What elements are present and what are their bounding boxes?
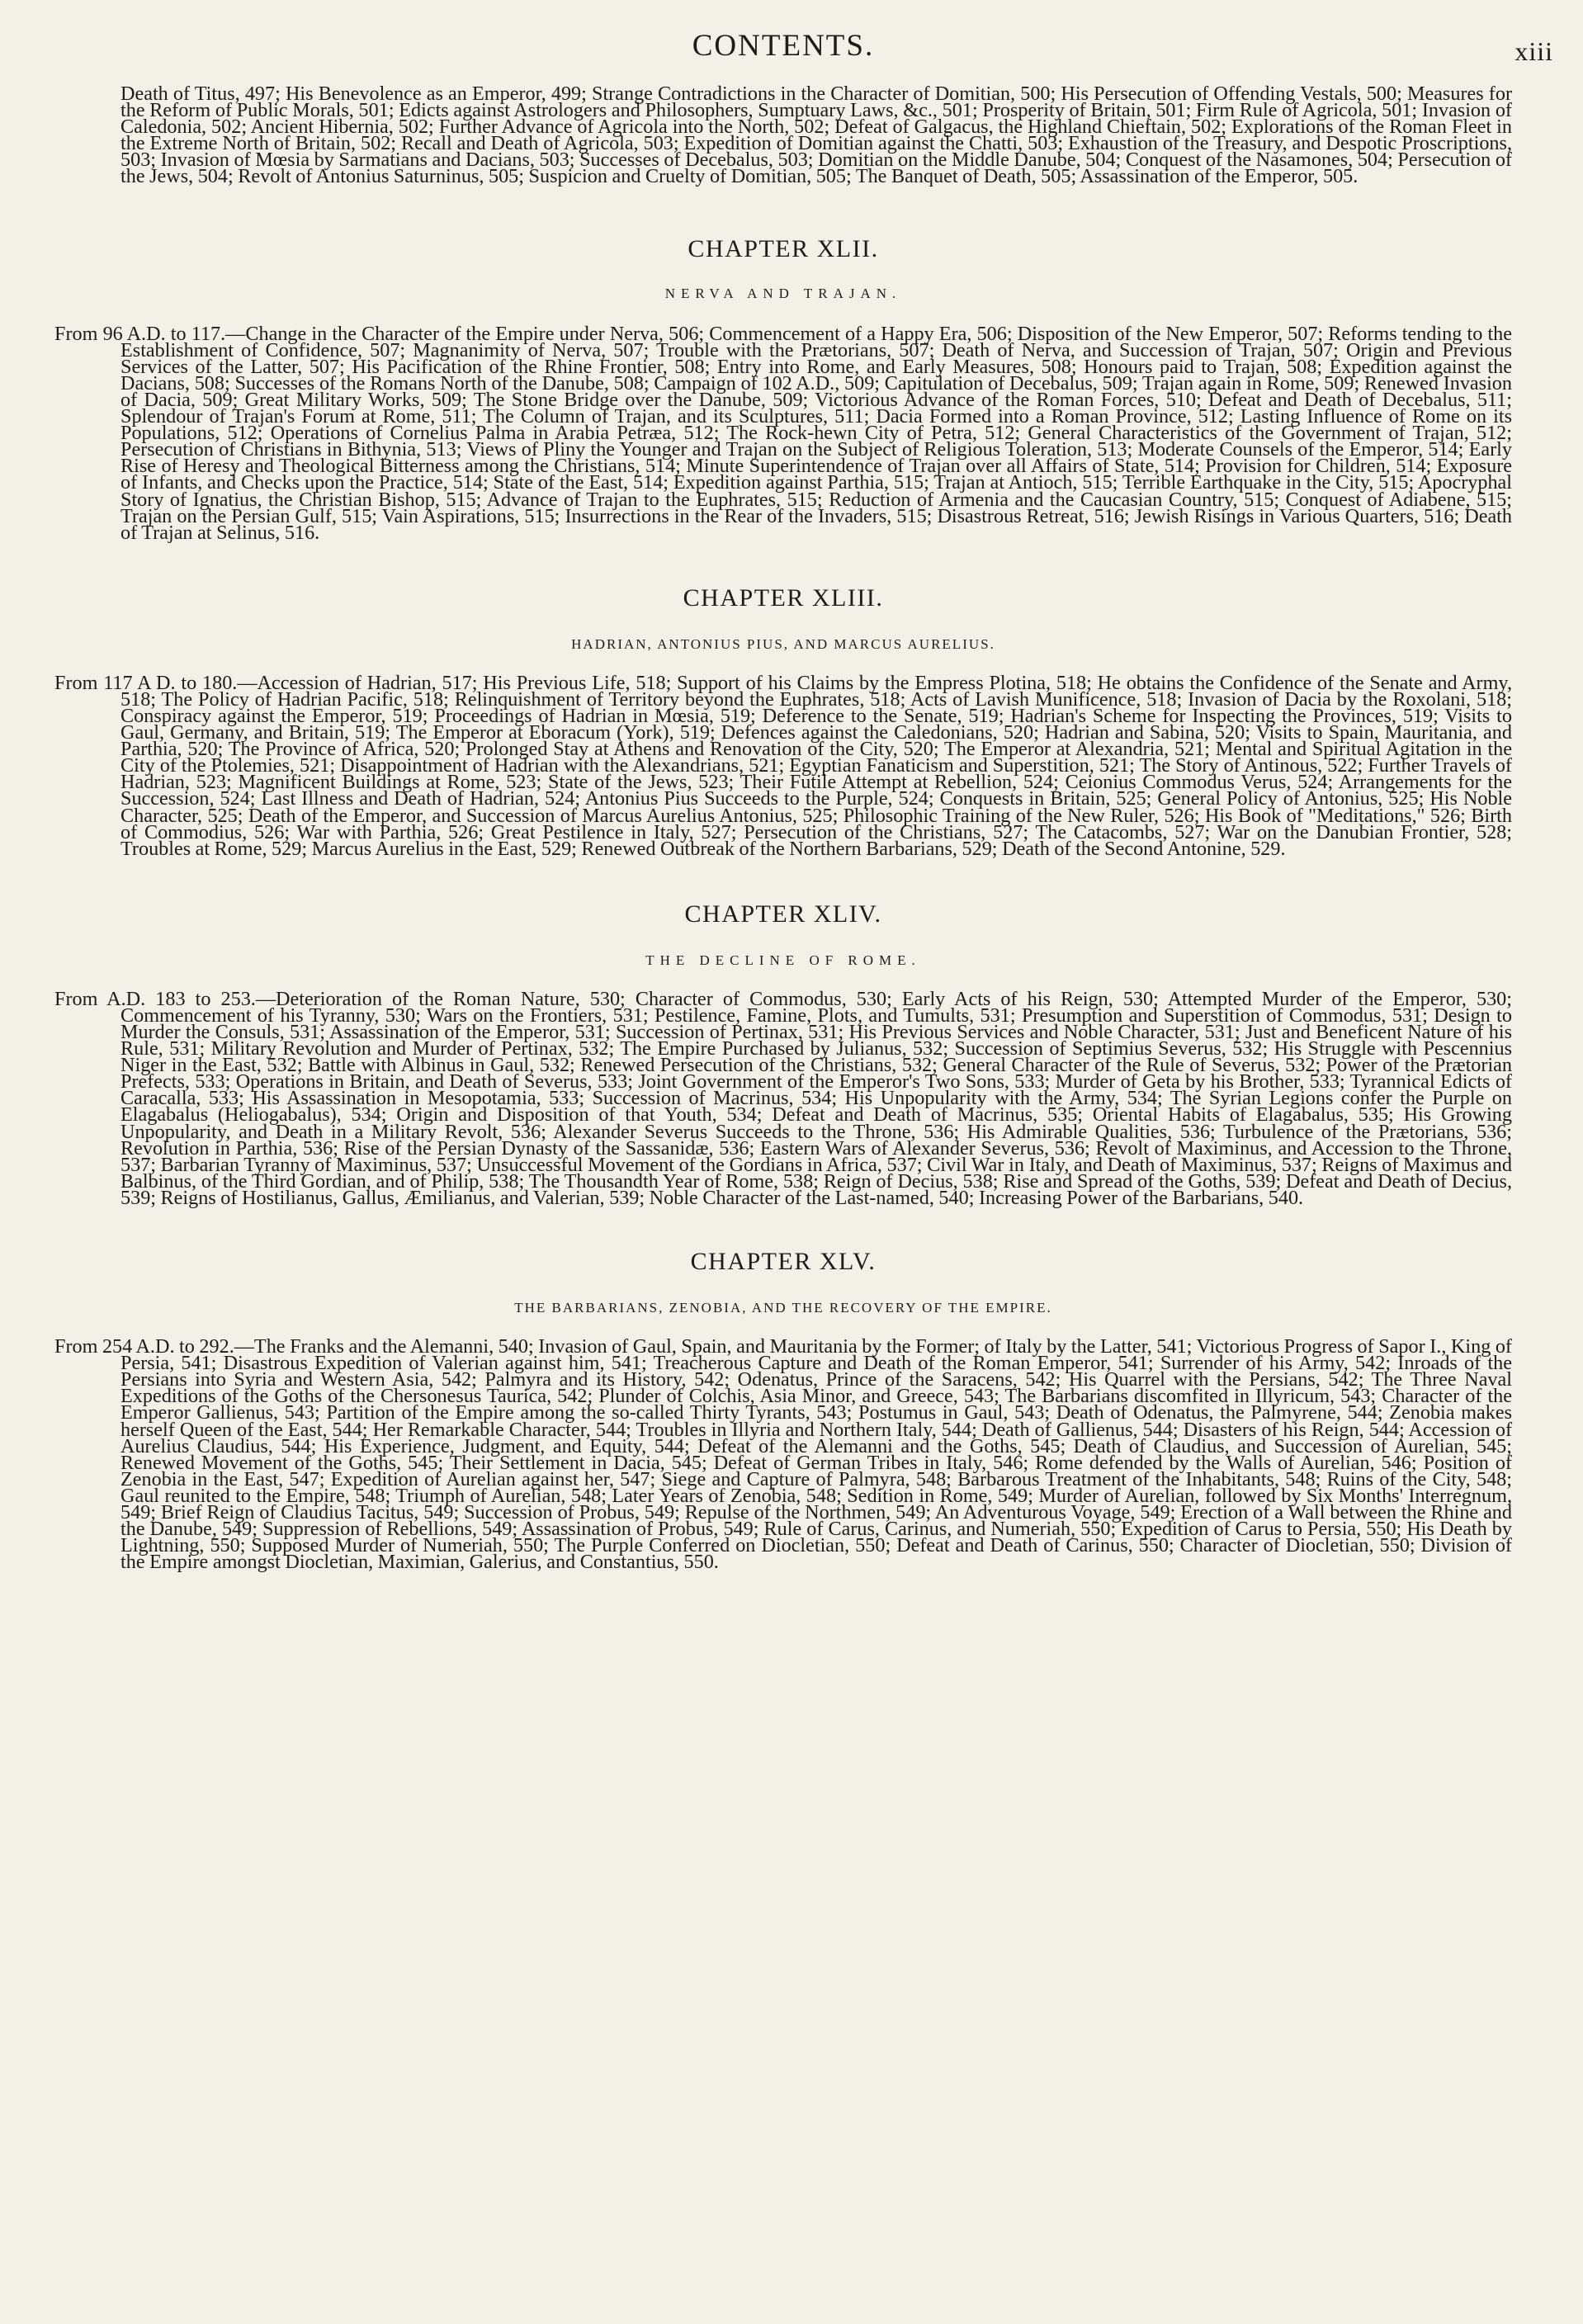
chapter-xliv [54, 900, 1512, 1207]
chapter-summary: From 117 A D. to 180.—Accession of Hadrian, 517; His Previous Life, 518; Support of his Claims by the Empress Plotina, 518; He obtains the Confidence of the Senate and Army, 518; The Policy of Hadrian Pacific, 518; Relinquishment of Territory beyond the Euphrates, 518; Acts of Lavish Munificence, 518; Invasion of Dacia by the Roxolani, 518; Conspiracy against the Emperor, 519; Proceedings of Hadrian in Mœsia, 519; Deference to the Senate, 519; Hadrian's Scheme for Inspecting the Provinces, 519; Visits to Gaul, Germany, and Britain, 519; The Emperor at Eboracum (York), 519; Defences against the Caledonians, 520; Hadrian and Sabina, 520; Visits to Spain, Mauritania, and Parthia, 520; The Province of Africa, 520; Prolonged Stay at Athens and Renovation of the City, 520; The Emperor at Alexandria, 521; Mental and Spiritual Agitation in the City of the Ptolemies, 521; Disappointment of Hadrian with the Alexandrians, 521; Egyptian Fanaticism and Superstition, 521; The Story of Antinous, 522; Further Travels of Hadrian, 523; Magnificent Buildings at Rome, 523; State of the Jews, 523; Their Futile Attempt at Rebellion, 524; Ceionius Commodus Verus, 524; Arrangements for the Succession, 524; Last Illness and Death of Hadrian, 524; Antonius Pius Succeeds to the Purple, 524; Conquests in Britain, 525; General Policy of Antonius, 525; His Noble Character, 525; Death of the Emperor, and Succession of Marcus Aurelius Antonius, 525; Philosophic Training of the New Ruler, 526; His Book of "Meditations," 526; Birth of Commodius, 526; War with Parthia, 526; Great Pestilence in Italy, 527; Persecution of the Christians, 527; The Catacombs, 527; War on the Danubian Frontier, 528; Troubles at Rome, 529; Marcus Aurelius in the East, 529; Renewed Outbreak of the Northern Barbarians, 529; Death of the Second Antonine, 529. [54, 671, 1512, 860]
chapter-heading: CHAPTER XLIV. [684, 900, 882, 928]
continuation-paragraph: Death of Titus, 497; His Benevolence as an Emperor, 499; Strange Contradictions in the Character of Domitian, 500; His Persecution of Offending Vestals, 500; Measures for the Reform of Public Morals, 501; Edicts against Astrologers and Philosophers, Sumptuary Laws, &c., 501; Prosperity of Britain, 501; Firm Rule of Agricola, 501; Invasion of Caledonia, 502; Ancient Hibernia, 502; Further Advance of Agricola into the North, 502; Defeat of Galgacus, the Highland Chieftain, 502; Explorations of the Roman Fleet in the Extreme North of Britain, 502; Recall and Death of Agricola, 503; Expedition of Domitian against the Chatti, 503; Exhaustion of the Treasury, and Despotic Proscriptions, 503; Invasion of Mœsia by Sarmatians and Dacians, 503; Successes of Decebalus, 503; Domitian on the Middle Danube, 504; Conquest of the Nasamones, 504; Persecution of the Jews, 504; Revolt of Antonius Saturninus, 505; Suspicion and Cruelty of Domitian, 505; The Banquet of Death, 505; Assassination of the Emperor, 505. [120, 83, 1512, 188]
chapter-subtitle: NERVA AND TRAJAN. [664, 285, 902, 301]
chapter-xlv [54, 1248, 1512, 1574]
page-number: xiii [1514, 36, 1553, 66]
chapter-xliii [54, 583, 1512, 860]
chapter-subtitle: THE DECLINE OF ROME. [645, 952, 921, 968]
chapter-heading: CHAPTER XLIII. [683, 583, 884, 612]
running-title: CONTENTS. [692, 29, 875, 63]
chapter-subtitle: THE BARBARIANS, ZENOBIA, AND THE RECOVERY OF THE EMPIRE. [514, 1300, 1052, 1316]
chapter-summary: From A.D. 183 to 253.—Deterioration of the Roman Nature, 530; Character of Commodus, 530; Early Acts of his Reign, 530; Attempted Murder of the Emperor, 530; Commencement of his Tyranny, 530; Wars on the Frontiers, 531; Pestilence, Famine, Plots, and Tumults, 531; Presumption and Superstition of Commodus, 531; Design to Murder the Consuls, 531; Assassination of the Emperor, 531; Succession of Pertinax, 531; His Previous Services and Noble Character, 531; Just and Beneficent Nature of his Rule, 531; Military Revolution and Murder of Pertinax, 532; The Empire Purchased by Julianus, 532; Succession of Septimius Severus, 532; His Struggle with Pescennius Niger in the East, 532; Battle with Albinus in Gaul, 532; Renewed Persecution of the Christians, 532; General Character of the Rule of Severus, 532; Power of the Prætorian Prefects, 533; Operations in Britain, and Death of Severus, 533; Joint Government of the Emperor's Two Sons, 533; Murder of Geta by his Brother, 533; Tyrannical Edicts of Caracalla, 533; His Assassination in Mesopotamia, 533; Succession of Macrinus, 534; His Unpopularity with the Army, 534; The Syrian Legions confer the Purple on Elagabalus (Heliogabalus), 534; Origin and Disposition of that Youth, 534; Defeat and Death of Macrinus, 535; Oriental Habits of Elagabalus, 535; His Growing Unpopularity, and Death in a Military Revolt, 536; Alexander Severus Succeeds to the Throne, 536; His Admirable Qualities, 536; Turbulence of the Prætorians, 536; Revolution in Parthia, 536; Rise of the Persian Dynasty of the Sassanidæ, 536; Eastern Wars of Alexander Severus, 536; Revolt of Maximinus, and Accession to the Throne, 537; Barbarian Tyranny of Maximinus, 537; Unsuccessful Movement of the Gordians in Africa, 537; Civil War in Italy, and Death of Maximinus, 537; Reigns of Maximus and Balbinus, of the Third Gordian, and of Philip, 538; The Thousandth Year of Rome, 538; Reign of Decius, 538; Rise and Spread of the Goths, 539; Defeat and Death of Decius, 539; Reigns of Hostilianus, Gallus, Æmilianus, and Valerian, 539; Noble Character of the Last-named, 540; Increasing Power of the Barbarians, 540. [54, 987, 1512, 1209]
chapter-subtitle: HADRIAN, ANTONIUS PIUS, AND MARCUS AURELIUS. [571, 635, 995, 652]
chapter-heading: CHAPTER XLV. [690, 1248, 877, 1276]
chapter-summary: From 254 A.D. to 292.—The Franks and the Alemanni, 540; Invasion of Gaul, Spain, and Mauritania by the Former; of Italy by the Latter, 541; Victorious Progress of Sapor I., King of Persia, 541; Disastrous Expedition of Valerian against him, 541; Treacherous Capture and Death of the Roman Emperor, 541; Surrender of his Army, 542; Inroads of the Persians into Syria and Western Asia, 542; Palmyra and its History, 542; Odenatus, Prince of the Saracens, 542; His Quarrel with the Persians, 542; The Three Naval Expeditions of the Goths of the Chersonesus Taurica, 542; Plunder of Colchis, Asia Minor, and Greece, 543; The Barbarians discomfited in Illyricum, 543; Character of the Emperor Gallienus, 543; Partition of the Empire among the so-called Thirty Tyrants, 543; Postumus in Gaul, 543; Death of Odenatus, the Palmyrene, 544; Zenobia makes herself Queen of the East, 544; Her Remarkable Character, 544; Troubles in Illyria and Northern Italy, 544; Death of Gallienus, 544; Disasters of his Reign, 544; Accession of Aurelius Claudius, 544; His Experience, Judgment, and Equity, 544; Defeat of the Alemanni and the Goths, 545; Death of Claudius, and Succession of Aurelian, 545; Renewed Movement of the Goths, 545; Their Settlement in Dacia, 545; Defeat of German Tribes in Italy, 546; Rome defended by the Walls of Aurelian, 546; Position of Zenobia in the East, 547; Expedition of Aurelian against her, 547; Siege and Capture of Palmyra, 548; Barbarous Treatment of the Inhabitants, 548; Ruins of the City, 548; Gaul reunited to the Empire, 548; Triumph of Aurelian, 548; Later Years of Zenobia, 548; Sedition in Rome, 549; Murder of Aurelian, followed by Six Months' Interregnum, 549; Brief Reign of Claudius Tacitus, 549; Succession of Probus, 549; Repulse of the Northmen, 549; An Adventurous Voyage, 549; Erection of a Wall between the Rhine and the Danube, 549; Suppression of Rebellions, 549; Assassination of Probus, 549; Rule of Carus, Carinus, and Numeriah, 550; Expedition of Carus to Persia, 550; His Death by Lightning, 550; Supposed Murder of Numeriah, 550; The Purple Conferred on Diocletian, 550; Defeat and Death of Carinus, 550; Character of Diocletian, 550; Division of the Empire amongst Diocletian, Maximian, Galerius, and Constantius, 550. [54, 1335, 1512, 1574]
chapter-heading: CHAPTER XLII. [688, 234, 879, 262]
chapter-xlii [54, 234, 1512, 544]
chapter-summary: From 96 A.D. to 117.—Change in the Character of the Empire under Nerva, 506; Commencement of a Happy Era, 506; Disposition of the New Emperor, 507; Reforms tending to the Establishment of Confidence, 507; Magnanimity of Nerva, 507; Trouble with the Prætorians, 507; Death of Nerva, and Succession of Trajan, 507; Origin and Previous Services of the Latter, 507; His Pacification of the Rhine Frontier, 508; Entry into Rome, and Early Measures, 508; Honours paid to Trajan, 508; Expedition against the Dacians, 508; Successes of the Romans North of the Danube, 508; Campaign of 102 A.D., 509; Capitulation of Decebalus, 509; Trajan again in Rome, 509; Renewed Invasion of Dacia, 509; Great Military Works, 509; The Stone Bridge over the Danube, 509; Victorious Advance of the Roman Forces, 510; Defeat and Death of Decebalus, 511; Splendour of Trajan's Forum at Rome, 511; The Column of Trajan, and its Sculptures, 511; Dacia Formed into a Roman Province, 512; Lasting Influence of Rome on its Populations, 512; Operations of Cornelius Palma in Arabia Petræa, 512; The Rock-hewn City of Petra, 512; General Characteristics of the Government of Trajan, 512; Persecution of Christians in Bithynia, 513; Views of Pliny the Younger and Trajan on the Subject of Religious Toleration, 513; Moderate Counsels of the Emperor, 514; Early Rise of Heresy and Theological Bitterness among the Christians, 514; Minute Superintendence of Trajan over all Affairs of State, 514; Provision for Children, 514; Exposure of Infants, and Checks upon the Practice, 514; State of the East, 514; Expedition against Parthia, 515; Trajan at Antioch, 515; Terrible Earthquake in the City, 515; Apocryphal Story of Ignatius, the Christian Bishop, 515; Advance of Trajan to the Euphrates, 515; Reduction of Armenia and the Caucasian Country, 515; Conquest of Adiabene, 515; Trajan on the Persian Gulf, 515; Vain Aspirations, 515; Insurrections in the Rear of the Invaders, 515; Disastrous Retreat, 516; Jewish Risings in Various Quarters, 516; Death of Trajan at Selinus, 516. [54, 322, 1512, 544]
running-header [54, 28, 1553, 86]
